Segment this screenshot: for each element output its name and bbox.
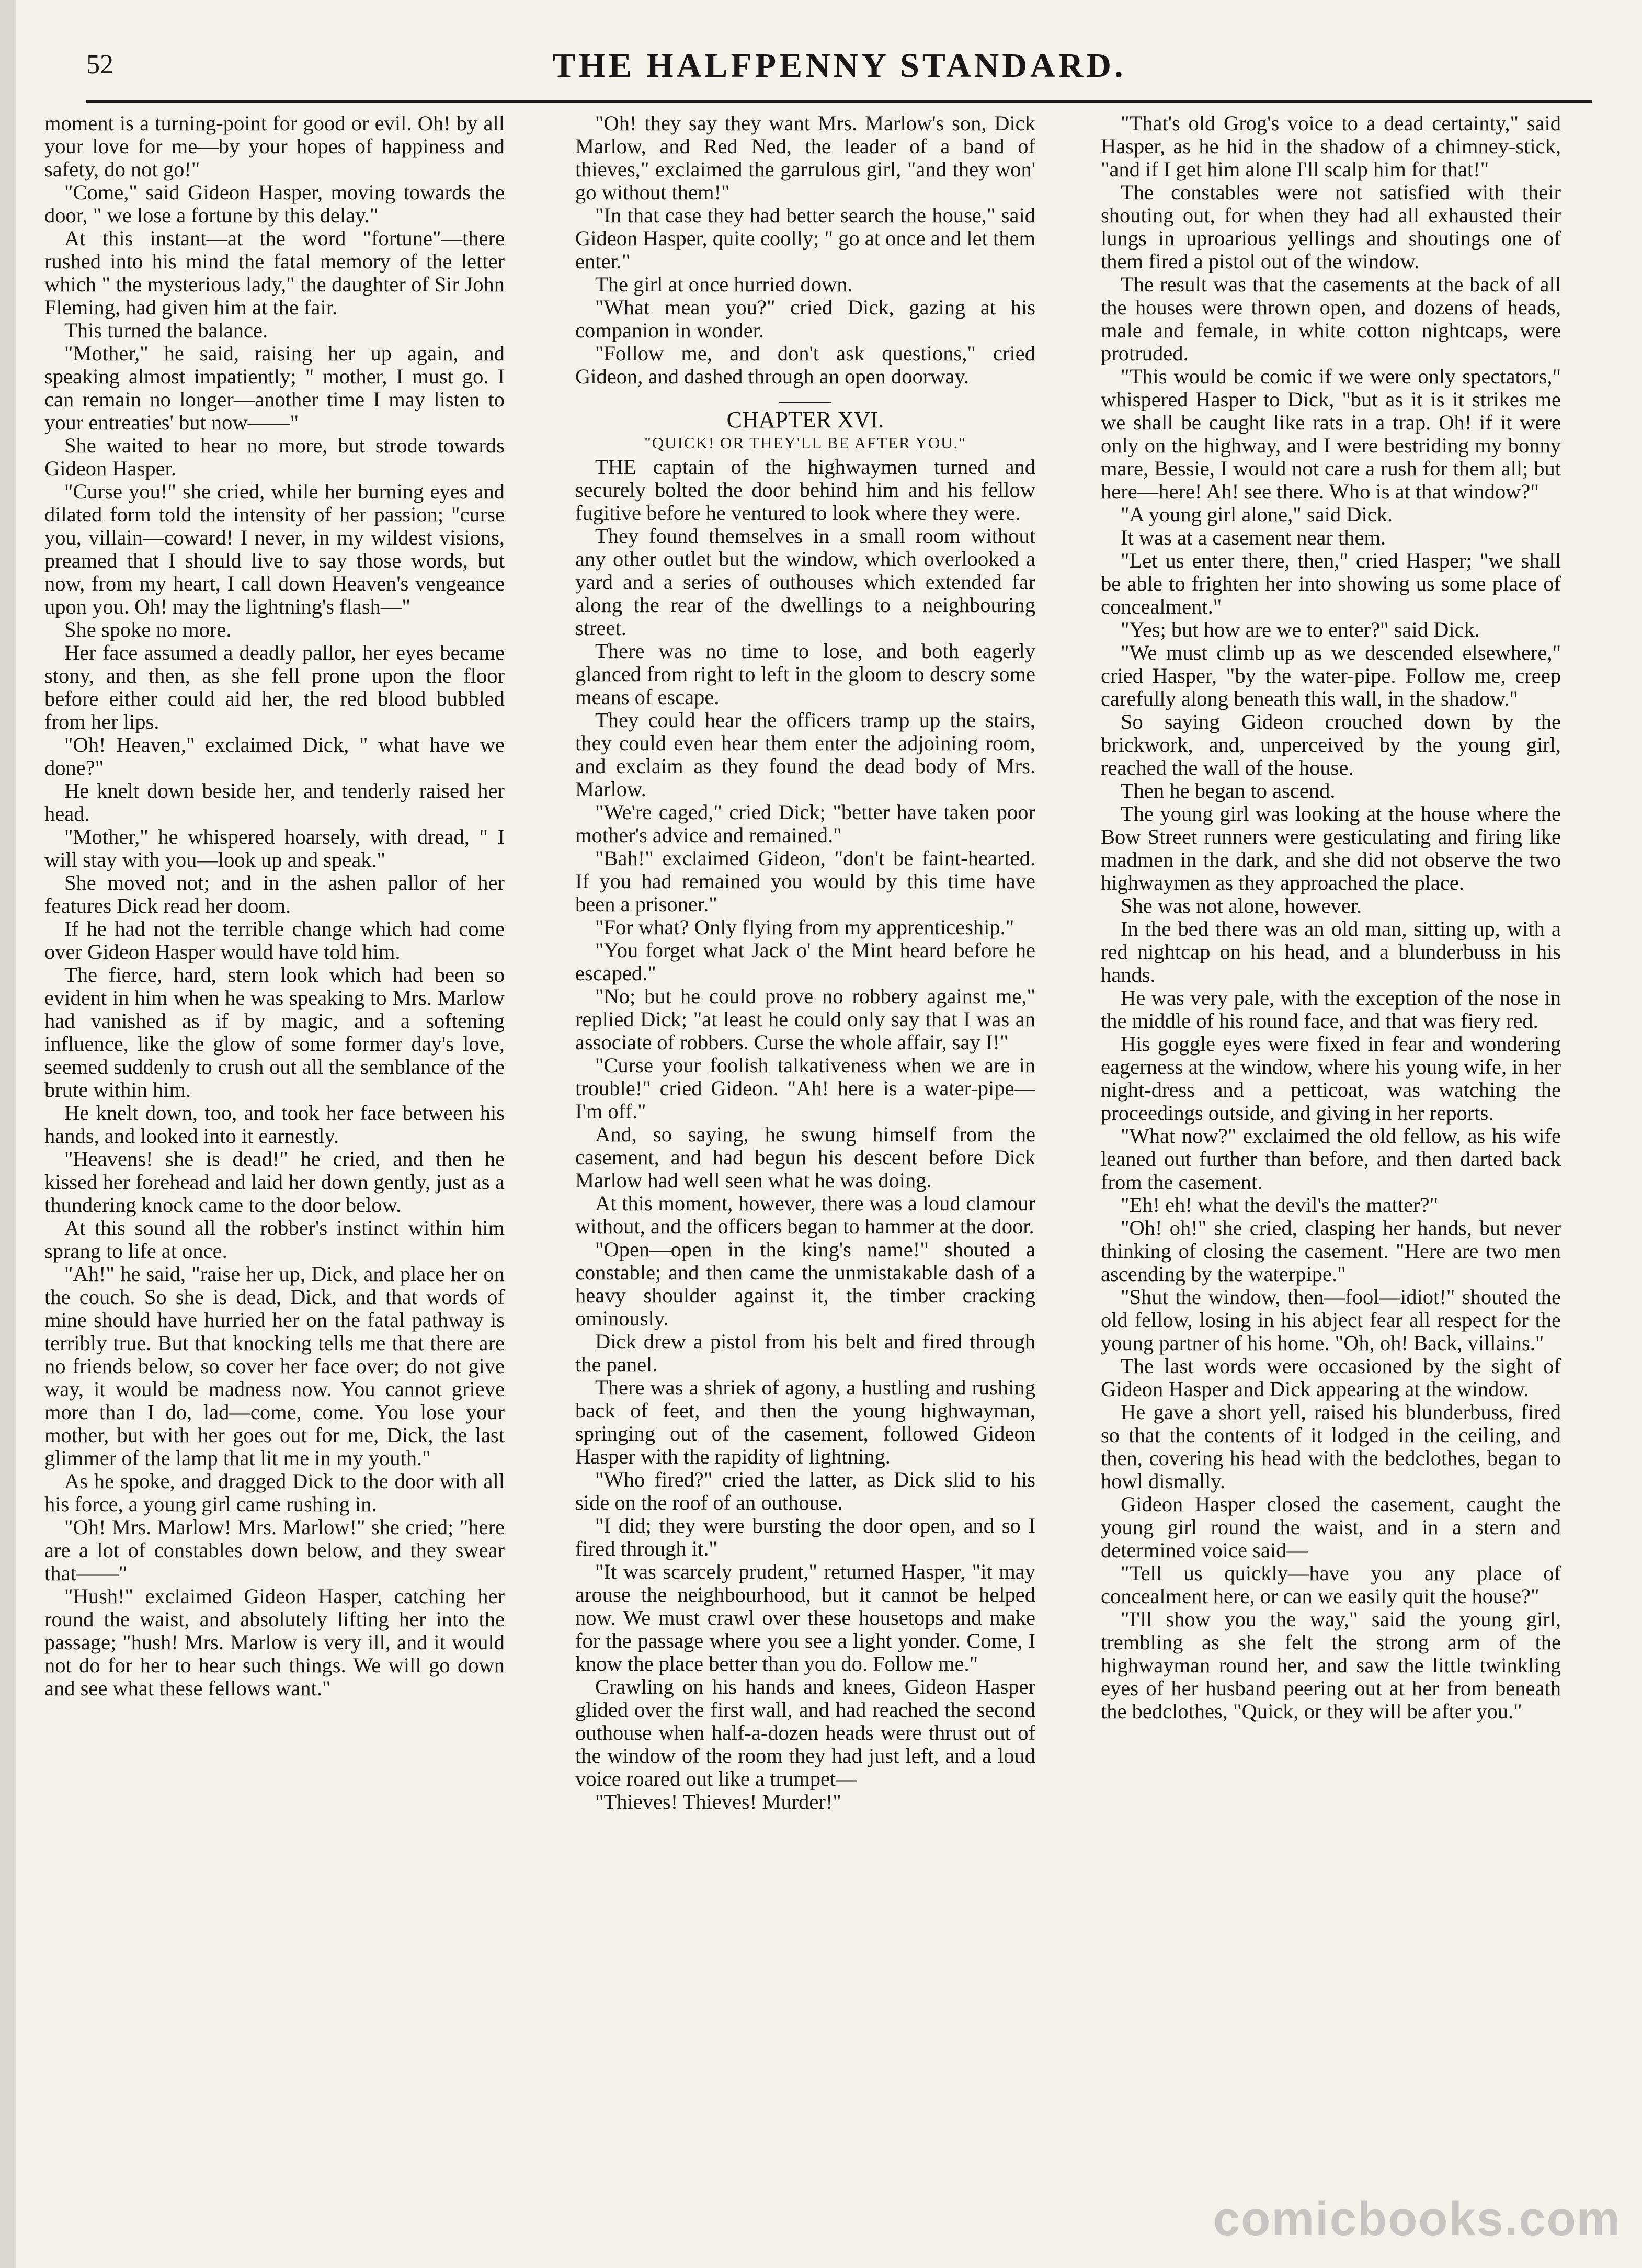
paragraph: "Come," said Gideon Hasper, moving towards the door, " we lose a fortune by this delay." (44, 180, 505, 227)
paragraph: "Oh! they say they want Mrs. Marlow's son, Dick Marlow, and Red Ned, the leader of a band of thieves," exclaimed the garrulous girl, "and they won' go without them!" (575, 112, 1035, 204)
paragraph: "Tell us quickly—have you any place of concealment here, or can we easily quit the house?" (1101, 1561, 1561, 1608)
paragraph: His goggle eyes were fixed in fear and wondering eagerness at the window, where his young wife, in her night-dress and a petticoat, was watching the proceedings outside, and giving in her reports. (1101, 1032, 1561, 1125)
paragraph: They found themselves in a small room without any other outlet but the window, which overlooked a yard and a series of outhouses which extended far along the rear of the dwellings to a neighbouring street. (575, 524, 1035, 640)
chapter-title: CHAPTER XVI. (726, 407, 884, 433)
paragraph: "Curse you!" she cried, while her burning eyes and dilated form told the intensity of her passion; "curse you, villain—coward! I never, in my wildest visions, preamed that I should live to say those words, but now, from my heart, I call down Heaven's vengeance upon you. Oh! may the lightning's flash—" (44, 480, 505, 618)
paragraph: There was a shriek of agony, a hustling and rushing back of feet, and then the young highwayman, springing out of the casement, followed Gideon Hasper with the rapidity of lightning. (575, 1376, 1035, 1468)
paragraph: "Open—open in the king's name!" shouted a constable; and then came the unmistakable dash of a heavy shoulder against it, the timber cracking ominously. (575, 1238, 1035, 1330)
column-1 (44, 112, 505, 2215)
column-2-chapter-text (575, 456, 1035, 1813)
paragraph: "Bah!" exclaimed Gideon, "don't be faint-hearted. If you had remained you would by this time have been a prisoner." (575, 846, 1035, 916)
paragraph: He knelt down beside her, and tenderly raised her head. (44, 779, 505, 825)
paragraph: "I'll show you the way," said the young girl, trembling as she felt the strong arm of the highwayman round her, and saw the little twinkling eyes of her husband peering out at her from beneath the bedclothes, "Quick, or they will be after you." (1101, 1607, 1561, 1723)
paragraph: They could hear the officers tramp up the stairs, they could even hear them enter the adjoining room, and exclaim as they found the dead body of Mrs. Marlow. (575, 708, 1035, 801)
paragraph: So saying Gideon crouched down by the brickwork, and, unperceived by the young girl, reached the wall of the house. (1101, 710, 1561, 779)
paragraph: "Thieves! Thieves! Murder!" (595, 1790, 841, 1813)
paragraph: This turned the balance. (64, 319, 268, 342)
paragraph: At this moment, however, there was a loud clamour without, and the officers began to hammer at the door. (575, 1192, 1035, 1238)
paragraph: The young girl was looking at the house where the Bow Street runners were gesticulating and firing like madmen in the dark, and she did not observe the two highwaymen as they approached the place. (1101, 802, 1561, 894)
paragraph: "Follow me, and don't ask questions," cried Gideon, and dashed through an open doorway. (575, 342, 1035, 388)
paragraph: She was not alone, however. (1121, 894, 1362, 917)
paragraph: She spoke no more. (64, 618, 232, 641)
paragraph: Gideon Hasper closed the casement, caught the young girl round the waist, and in a stern and determined voice said— (1101, 1492, 1561, 1562)
paragraph: She moved not; and in the ashen pallor of her features Dick read her doom. (44, 871, 505, 917)
paragraph: Dick drew a pistol from his belt and fired through the panel. (575, 1330, 1035, 1376)
watermark: comicbooks.com (1213, 2192, 1621, 2246)
paragraph: As he spoke, and dragged Dick to the door with all his force, a young girl came rushing in. (44, 1469, 505, 1516)
paragraph: At this instant—at the word "fortune"—there rushed into his mind the fatal memory of the letter which " the mysterious lady," the daughter of Sir John Fleming, had given him at the fair. (44, 226, 505, 319)
paragraph: The fierce, hard, stern look which had been so evident in him when he was speaking to Mrs. Marlow had vanished as if by magic, and a softening influence, like the glow of some former day's love, seemed suddenly to crush out all the semblance of the brute within him. (44, 963, 505, 1102)
paragraph: "Yes; but how are we to enter?" said Dick. (1121, 618, 1480, 641)
page-header (86, 42, 1592, 105)
paragraph: "It was scarcely prudent," returned Hasper, "it may arouse the neighbourhood, but it cannot be helped now. We must crawl over these housetops and make for the passage where you see a light yonder. Come, I know the place better than you do. Follow me." (575, 1560, 1035, 1675)
newspaper-title: THE HALFPENNY STANDARD. (552, 47, 1126, 85)
paragraph: At this sound all the robber's instinct within him sprang to life at once. (44, 1216, 505, 1263)
paragraph: "Heavens! she is dead!" he cried, and then he kissed her forehead and laid her down gently, just as a thundering knock came to the door below. (44, 1147, 505, 1217)
column-3 (1101, 112, 1561, 2215)
paragraph: "No; but he could prove no robbery against me," replied Dick; "at least he could only say that I was an associate of robbers. Curse the whole affair, say I!" (575, 984, 1035, 1054)
paragraph: "A young girl alone," said Dick. (1121, 503, 1393, 526)
paragraph: "I did; they were bursting the door open, and so I fired through it." (575, 1514, 1035, 1560)
chapter-rule (779, 402, 831, 403)
paragraph: "Who fired?" cried the latter, as Dick slid to his side on the roof of an outhouse. (575, 1468, 1035, 1514)
paragraph: It was at a casement near them. (1121, 526, 1386, 549)
paragraph: "Mother," he said, raising her up again, and speaking almost impatiently; " mother, I must go. I can remain no longer—another time I may listen to your entreaties' but now——" (44, 342, 505, 434)
paragraph: He knelt down, too, and took her face between his hands, and looked into it earnestly. (44, 1101, 505, 1148)
paragraph: "We're caged," cried Dick; "better have taken poor mother's advice and remained." (575, 800, 1035, 847)
page-number: 52 (86, 50, 113, 80)
paragraph: "Eh! eh! what the devil's the matter?" (1121, 1193, 1439, 1217)
header-rule (86, 100, 1592, 103)
page-edge-shadow (0, 0, 16, 2268)
paragraph: "Ah!" he said, "raise her up, Dick, and place her on the couch. So she is dead, Dick, and that words of mine should have hurried her on the fatal pathway is terribly true. But that knocking tells me that there are no friends below, so cover her face over; do not give way, it would be madness now. You cannot grieve more than I do, lad—come, come. You lose your mother, but with her goes out for me, Dick, the last glimmer of the lamp that lit me in my youth." (44, 1262, 505, 1470)
paragraph: "In that case they had better search the house," said Gideon Hasper, quite coolly; " go at once and let them enter." (575, 203, 1035, 273)
paragraph: Her face assumed a deadly pallor, her eyes became stony, and then, as she fell prone upon the floor before either could aid her, the red blood bubbled from her lips. (44, 641, 505, 733)
paragraph: "Oh! Heaven," exclaimed Dick, " what have we done?" (44, 733, 505, 779)
paragraph: "Oh! Mrs. Marlow! Mrs. Marlow!" she cried; "here are a lot of constables down below, and they swear that——" (44, 1515, 505, 1585)
paragraph: In the bed there was an old man, sitting up, with a red nightcap on his head, and a blunderbuss in his hands. (1101, 917, 1561, 986)
paragraph: He was very pale, with the exception of the nose in the middle of his round face, and that was fiery red. (1101, 986, 1561, 1033)
paragraph: And, so saying, he swung himself from the casement, and had begun his descent before Dick Marlow had well seen what he was doing. (575, 1122, 1035, 1192)
paragraph: "We must climb up as we descended elsewhere," cried Hasper, "by the water-pipe. Follow me, creep carefully along beneath this wall, in the shadow." (1101, 641, 1561, 710)
column-2-top-text (575, 112, 1035, 388)
column-2 (575, 112, 1035, 2215)
paragraph: Then he began to ascend. (1121, 779, 1336, 802)
paragraph: "This would be comic if we were only spectators," whispered Hasper to Dick, "but as it is it strikes me we shall be caught like rats in a trap. Oh! if it were only on the highway, and I were bestriding my bonny mare, Bessie, I would not care a rush for them all; but here—here! Ah! see there. Who is at that window?" (1101, 365, 1561, 503)
paragraph: She waited to hear no more, but strode towards Gideon Hasper. (44, 434, 505, 480)
paragraph: "Let us enter there, then," cried Hasper; "we shall be able to frighten her into showing us some place of concealment." (1101, 549, 1561, 618)
paragraph: The constables were not satisfied with their shouting out, for when they had all exhausted their lungs in uproarious yellings and shoutings one of them fired a pistol out of the window. (1101, 180, 1561, 273)
paragraph: "What mean you?" cried Dick, gazing at his companion in wonder. (575, 296, 1035, 342)
paragraph: "For what? Only flying from my apprenticeship." (595, 915, 1014, 939)
paragraph: moment is a turning-point for good or evil. Oh! by all your love for me—by your hopes of happiness and safety, do not go!" (44, 112, 505, 181)
paragraph: Crawling on his hands and knees, Gideon Hasper glided over the first wall, and had reached the second outhouse when half-a-dozen heads were thrust out of the window of the room they had just left, and a loud voice roared out like a trumpet— (575, 1675, 1035, 1790)
paragraph: "Shut the window, then—fool—idiot!" shouted the old fellow, losing in his abject fear all respect for the young partner of his home. "Oh, oh! Back, villains." (1101, 1285, 1561, 1355)
paragraph: "Oh! oh!" she cried, clasping her hands, but never thinking of closing the casement. "Here are two men ascending by the waterpipe." (1101, 1216, 1561, 1286)
paragraph: "That's old Grog's voice to a dead certainty," said Hasper, as he hid in the shadow of a chimney-stick, "and if I get him alone I'll scalp him for that!" (1101, 112, 1561, 181)
paragraph: "What now?" exclaimed the old fellow, as his wife leaned out further than before, and then darted back from the casement. (1101, 1124, 1561, 1194)
paragraph: There was no time to lose, and both eagerly glanced from right to left in the gloom to descry some means of escape. (575, 639, 1035, 709)
paragraph: "Hush!" exclaimed Gideon Hasper, catching her round the waist, and absolutely lifting her into the passage; "hush! Mrs. Marlow is very ill, and it would not do for her to hear such things. We will go down and see what these fellows want." (44, 1584, 505, 1700)
paragraph: The girl at once hurried down. (595, 273, 853, 296)
paragraph: The result was that the casements at the back of all the houses were thrown open, and dozens of heads, male and female, in white cotton nightcaps, were protruded. (1101, 273, 1561, 365)
paragraph: THE captain of the highwaymen turned and securely bolted the door behind him and his fellow fugitive before he ventured to look where they were. (575, 455, 1035, 525)
paragraph: If he had not the terrible change which had come over Gideon Hasper would have told him. (44, 917, 505, 963)
paragraph: "You forget what Jack o' the Mint heard before he escaped." (575, 938, 1035, 985)
paragraph: He gave a short yell, raised his blunderbuss, fired so that the contents of it lodged in the ceiling, and then, covering his head with the bedclothes, began to howl dismally. (1101, 1400, 1561, 1493)
paragraph: The last words were occasioned by the sight of Gideon Hasper and Dick appearing at the window. (1101, 1354, 1561, 1401)
paragraph: "Curse your foolish talkativeness when we are in trouble!" cried Gideon. "Ah! here is a water-pipe—I'm off." (575, 1053, 1035, 1123)
paragraph: "Mother," he whispered hoarsely, with dread, " I will stay with you—look up and speak." (44, 825, 505, 871)
chapter-subtitle: "QUICK! OR THEY'LL BE AFTER YOU." (644, 434, 966, 452)
